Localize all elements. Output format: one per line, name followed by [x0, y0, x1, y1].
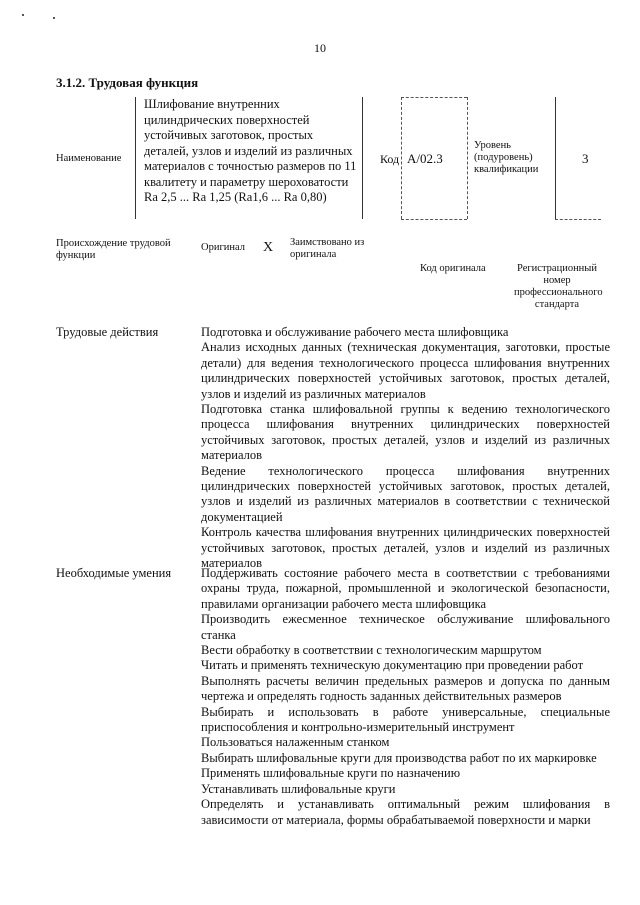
- required-skills-label: Необходимые умения: [56, 566, 172, 580]
- list-item: Вести обработку в соответствии с технологическим маршрутом: [201, 643, 542, 658]
- code-cell-bottom-border: [401, 219, 467, 220]
- name-label: Наименование: [56, 153, 122, 164]
- list-item: Устанавливать шлифовальные круги: [201, 781, 396, 796]
- list-item: Анализ исходных данных (техническая документация, заготовки, простые детали) для ведения технологического процесса шлифования внутренних цилиндрических поверхностей устойчивых заготовок, простых деталей, узлов и изделий из различных материалов: [201, 340, 610, 401]
- list-item: Читать и применять техническую документацию при проведении работ: [201, 658, 584, 673]
- list-item: Подготовка станка шлифовальной группы к ведению технологического процесса шлифования внутренних цилиндрических поверхностей устойчивых заготовок, простых деталей, узлов и изделий из различных материалов: [201, 402, 610, 463]
- page-number: 10: [314, 41, 326, 55]
- list-item: Подготовка и обслуживание рабочего места шлифовщика: [201, 325, 509, 339]
- original-mark: X: [263, 240, 274, 255]
- list-item: Выполнять расчеты величин предельных размеров и допуска по данным чертежа и определять годность заданных действительных размеров: [201, 673, 610, 704]
- origin-label: Происхождение трудовой функции: [56, 238, 171, 261]
- list-item: Выбирать шлифовальные круги для производства работ по их маркировке: [201, 750, 597, 765]
- list-item: Пользоваться налаженным станком: [201, 735, 390, 750]
- code-value: A/02.3: [407, 151, 443, 166]
- name-cell-left-border: [135, 97, 136, 219]
- list-item: Контроль качества шлифования внутренних цилиндрических поверхностей устойчивых заготовок, простых деталей, узлов и изделий из различных материалов: [201, 525, 610, 571]
- list-item: Применять шлифовальные круги по назначению: [201, 766, 461, 781]
- name-cell-right-border: [362, 97, 363, 219]
- level-label: Уровень (подуровень) квалификации: [474, 140, 539, 175]
- function-name: Шлифование внутренних цилиндрических поверхностей устойчивых заготовок, простых деталей, узлов и изделий из различных материалов с точностью размеров по 11 квалитету и параметру шероховатости Ra 2,5 ... Ra 1,25 (Ra1,6 ... Ra 0,80): [144, 97, 357, 204]
- section-title: 3.1.2. Трудовая функция: [56, 75, 199, 90]
- code-cell-right-border: [467, 97, 468, 219]
- original-code-label: Код оригинала: [420, 263, 486, 274]
- scan-speck: [53, 17, 55, 19]
- scan-speck: [22, 14, 24, 16]
- level-cell-bottom-border: [555, 219, 601, 220]
- list-item: Ведение технологического процесса шлифования внутренних цилиндрических поверхностей устойчивых заготовок, простых деталей, узлов и изделий из различных материалов в соответствии с технической документацией: [201, 463, 610, 524]
- code-cell-top-border: [401, 97, 467, 98]
- list-item: Выбирать и использовать в работе универсальные, специальные приспособления и контрольно-измерительный инструмент: [201, 704, 610, 735]
- original-label: Оригинал: [201, 242, 245, 253]
- required-skills-list: [201, 566, 610, 828]
- list-item: Производить ежесменное техническое обслуживание шлифовального станка: [201, 612, 610, 642]
- labor-actions-label: Трудовые действия: [56, 325, 159, 339]
- registration-label: Регистрационный номер профессионального стандарта: [514, 263, 603, 310]
- level-cell-left-border: [555, 97, 556, 219]
- list-item: Поддерживать состояние рабочего места в соответствии с требованиями охраны труда, пожарной, промышленной и экологической безопасности, правилами организации рабочего места шлифовщика: [201, 566, 610, 611]
- labor-actions-list: [201, 325, 610, 572]
- list-item: Определять и устанавливать оптимальный режим шлифования в зависимости от материала, формы обрабатываемой поверхности и марки: [201, 797, 610, 827]
- code-cell-left-border: [401, 97, 402, 219]
- level-value: 3: [582, 151, 589, 166]
- code-label: Код: [380, 152, 400, 166]
- borrowed-label: Заимствовано из оригинала: [290, 237, 365, 260]
